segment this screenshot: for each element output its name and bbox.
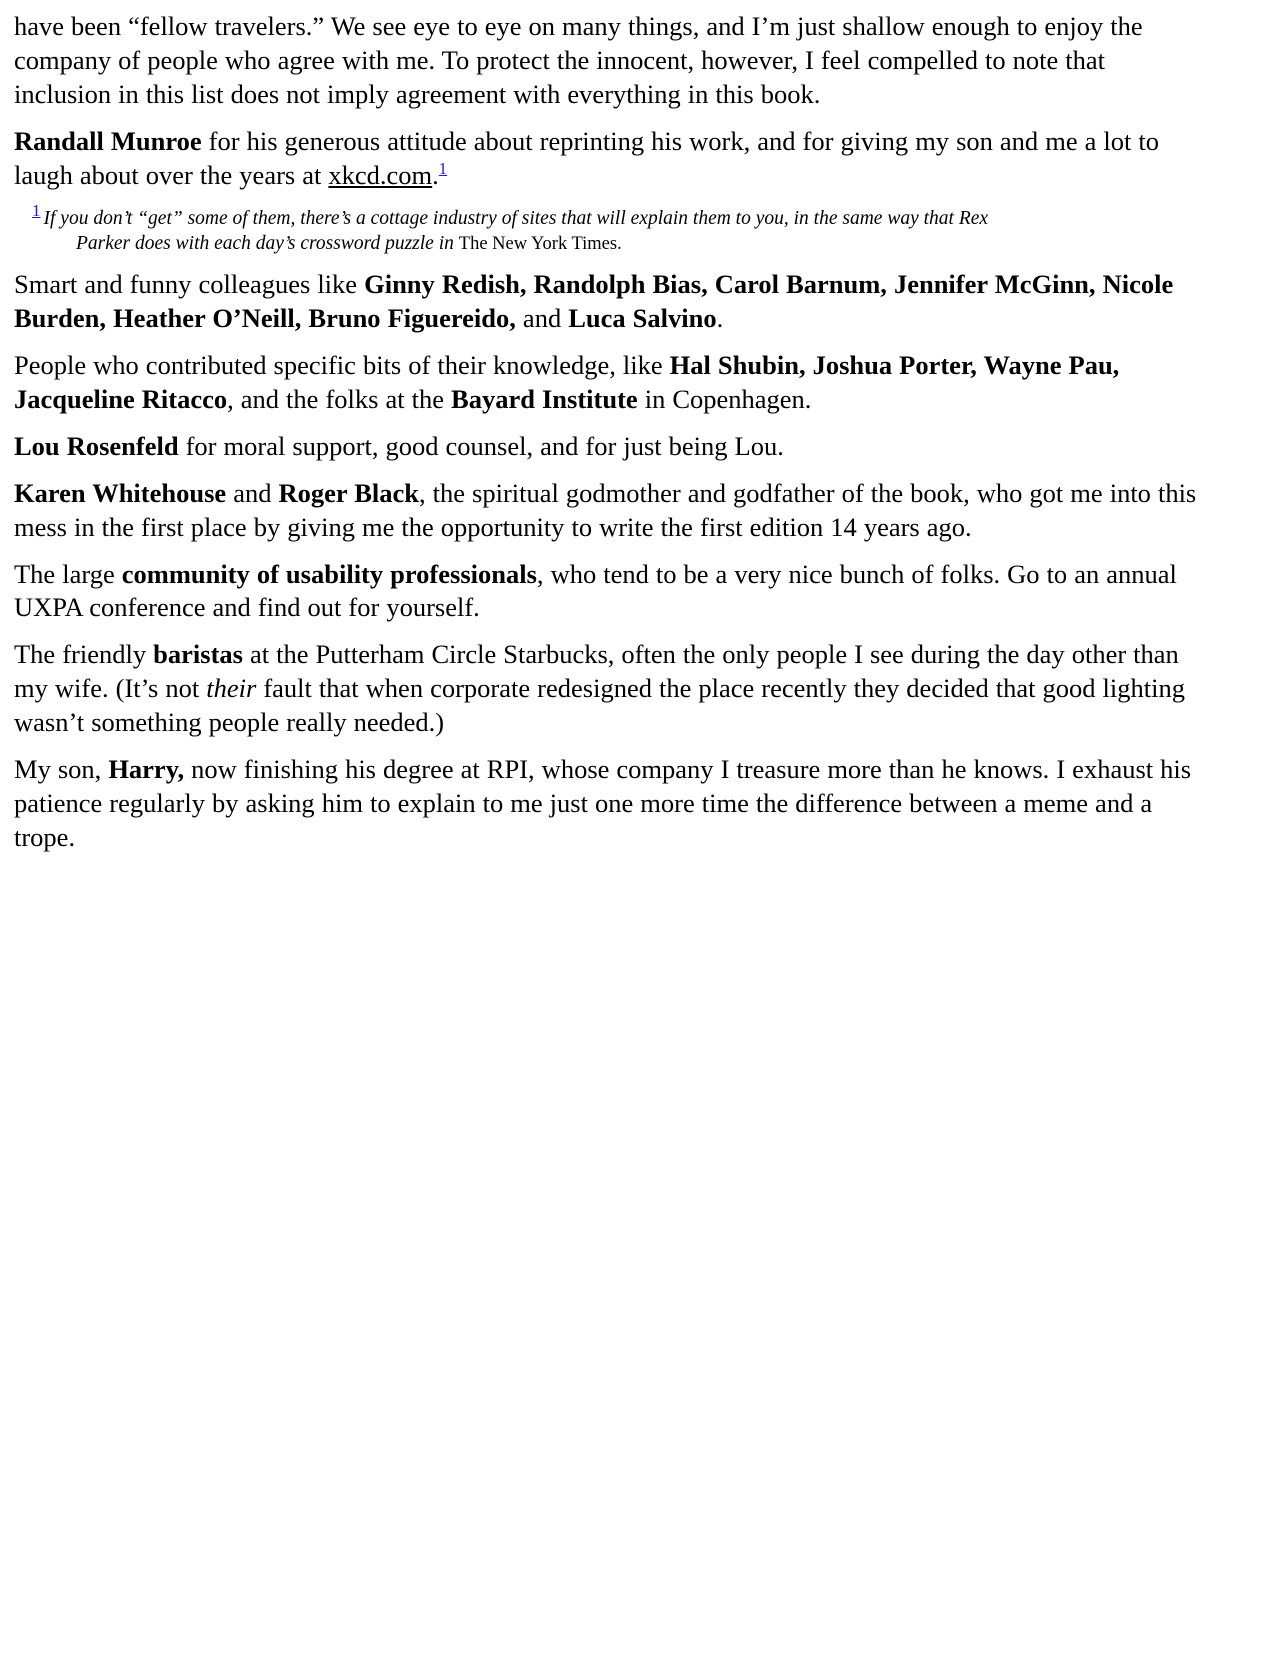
paragraph-baristas [14, 638, 1202, 740]
text-run: for his generous attitude about reprinting his work, and for giving my son and me a lot to laugh about over the years at [14, 125, 1160, 190]
person-name-karen-whitehouse: Karen Whitehouse [14, 477, 227, 508]
paragraph-continued [14, 10, 1202, 112]
phrase-usability-professionals: community of usability professionals [121, 558, 537, 589]
paragraph-randall-munroe [14, 125, 1202, 193]
text-run: Smart and funny colleagues like [14, 269, 365, 300]
organization-bayard-institute: Bayard Institute [451, 383, 638, 414]
footnote-line-2 [46, 231, 1202, 256]
text-run: People who contributed specific bits of their knowledge, like [14, 350, 670, 381]
person-name-list-contributors: Hal Shubin, Joshua Porter, Wayne Pau, Jacqueline Ritacco [14, 350, 1120, 414]
text-run: and [515, 303, 569, 334]
text-run: The friendly [14, 639, 154, 670]
text-run: have been “fellow travelers.” We see eye to eye on many things, and I’m just shallow enough to enjoy the company of people who agree with me. To protect the innocent, however, I feel compelled to note that inclusion in this list does not imply agreement with everything in this book. [14, 11, 1143, 109]
footnote-number[interactable]: 1 [32, 201, 41, 221]
paragraph-contributors [14, 349, 1202, 417]
paragraph-lou-rosenfeld [14, 430, 1202, 464]
person-name-randall-munroe: Randall Munroe [14, 125, 202, 156]
text-run: now finishing his degree at RPI, whose company I treasure more than he knows. I exhaust his patience regularly by asking him to explain to me just one more time the difference between a meme and a trope. [14, 754, 1192, 852]
text-run: and [226, 477, 279, 508]
text-run: , who tend to be a very nice bunch of folks. Go to an annual UXPA conference and find out for yourself. [14, 558, 1177, 623]
footnote-reference[interactable] [439, 159, 447, 178]
footnote-line-1: If you don’t “get” some of them, there’s a cottage industry of sites that will explain them to you, in the same way that Rex [43, 207, 989, 229]
paragraph-colleagues [14, 268, 1202, 336]
emphasis-their: their [206, 673, 257, 704]
text-run: for moral support, good counsel, and for just being Lou. [178, 430, 784, 461]
footnote-publication-name: The New York Times. [458, 233, 622, 254]
text-run: . [432, 159, 439, 190]
phrase-baristas: baristas [153, 639, 243, 670]
text-run: at the Putterham Circle Starbucks, often the only people I see during the day other than my wife. (It’s not [14, 639, 1179, 704]
text-run: The large [14, 558, 122, 589]
paragraph-usability-community [14, 558, 1202, 626]
paragraph-whitehouse-black [14, 477, 1202, 545]
text-run: , and the folks at the [227, 383, 452, 414]
person-name-lou-rosenfeld: Lou Rosenfeld [14, 430, 179, 461]
person-name-luca-salvino: Luca Salvino [568, 303, 717, 334]
person-name-roger-black: Roger Black [278, 477, 419, 508]
paragraph-harry [14, 753, 1202, 855]
text-run: , the spiritual godmother and godfather of the book, who got me into this mess in the first place by giving me the opportunity to write the first edition 14 years ago. [14, 477, 1197, 542]
text-run: My son, [14, 754, 109, 785]
person-name-harry: Harry, [108, 754, 185, 785]
text-run: in Copenhagen. [637, 383, 812, 414]
footnote-reference-link[interactable]: 1 [438, 158, 448, 178]
footnote-line-2-italic: Parker does with each day’s crossword puzzle in [76, 232, 459, 254]
text-run: fault that when corporate redesigned the place recently they decided that good lighting wasn’t something people really needed.) [14, 673, 1185, 738]
person-name-list-colleagues: Ginny Redish, Randolph Bias, Carol Barnum, Jennifer McGinn, Nicole Burden, Heather O’Neill, Bruno Figuereido, [14, 269, 1174, 334]
text-run: . [716, 303, 724, 334]
xkcd-link[interactable]: xkcd.com [328, 159, 433, 190]
footnote-1 [14, 201, 1202, 257]
